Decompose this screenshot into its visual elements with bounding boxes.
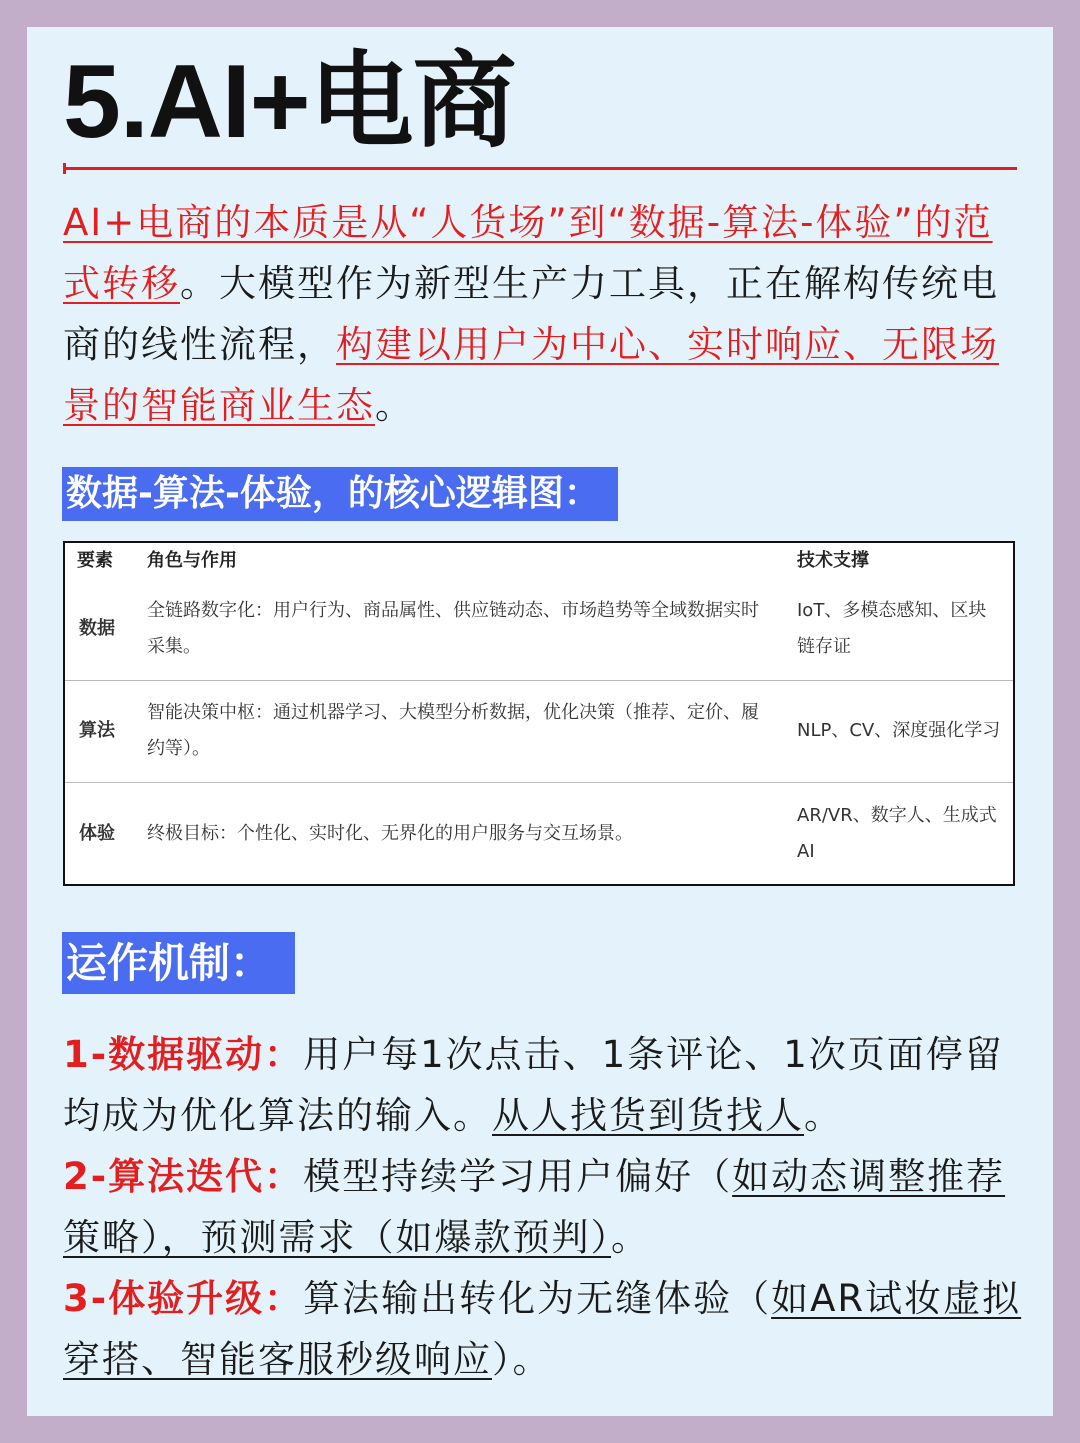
row-tech: AR/VR、数字人、生成式AI [785, 783, 1013, 884]
table-row [65, 680, 1013, 782]
mechanism-text: 算法输出转化为无缝体验（ [303, 1277, 772, 1320]
intro-text-2: 。 [375, 384, 414, 427]
section-label-mechanism: 运作机制： [62, 932, 295, 994]
table-row [65, 579, 1013, 680]
mechanism-underline: 从人找货到货找人 [492, 1094, 804, 1137]
mechanism-label: 2-算法迭代： [63, 1155, 304, 1198]
mechanism-label: 3-体验升级： [63, 1277, 304, 1320]
logic-table [63, 541, 1015, 886]
row-key: 体验 [65, 783, 135, 884]
mechanism-list [63, 1024, 1023, 1390]
table-header-row [65, 543, 1013, 579]
mechanism-text: 用户每1次点击、1条评论、1次页面停留均成为优化算法的输入。 [63, 1033, 1004, 1137]
row-key: 算法 [65, 680, 135, 782]
intro-highlight-1: AI+电商的本质是从“人货场”到“数据-算法-体验”的范式转移 [63, 201, 993, 305]
mechanism-tail: 。 [804, 1094, 843, 1137]
row-tech: NLP、CV、深度强化学习 [785, 680, 1013, 782]
header-tech: 技术支撑 [797, 550, 869, 571]
row-key: 数据 [79, 618, 115, 640]
header-role: 角色与作用 [147, 550, 237, 571]
table-row [65, 783, 1013, 884]
mechanism-item [63, 1024, 1023, 1146]
mechanism-label: 1-数据驱动： [63, 1033, 304, 1076]
mechanism-text: 模型持续学习用户偏好（ [303, 1155, 733, 1198]
mechanism-underline: 如动态调整推荐策略），预测需求（如爆款预判） [63, 1155, 1006, 1259]
mechanism-item [63, 1146, 1023, 1268]
content-card [27, 27, 1053, 1416]
header-element: 要素 [77, 550, 113, 571]
intro-highlight-2: 构建以用户为中心、实时响应、无限场景的智能商业生态 [63, 323, 999, 427]
row-role: 智能决策中枢：通过机器学习、大模型分析数据，优化决策（推荐、定价、履约等）。 [135, 680, 785, 782]
page-title: 5.AI+电商 [63, 44, 516, 160]
intro-paragraph [63, 192, 1018, 436]
mechanism-tail: ）。 [492, 1338, 552, 1381]
intro-text-1: 。大模型作为新型生产力工具，正在解构传统电商的线性流程， [63, 262, 999, 366]
row-tech: IoT、多模态感知、区块链存证 [797, 600, 987, 658]
mechanism-underline: 如AR试妆虚拟穿搭、智能客服秒级响应 [63, 1277, 1022, 1381]
title-divider [63, 167, 1017, 170]
mechanism-item [63, 1268, 1023, 1390]
section-label-logic: 数据-算法-体验，的核心逻辑图： [62, 467, 618, 521]
mechanism-tail: 。 [611, 1216, 650, 1259]
row-role: 终极目标：个性化、实时化、无界化的用户服务与交互场景。 [135, 783, 785, 884]
row-role: 全链路数字化：用户行为、商品属性、供应链动态、市场趋势等全域数据实时采集。 [147, 600, 759, 658]
